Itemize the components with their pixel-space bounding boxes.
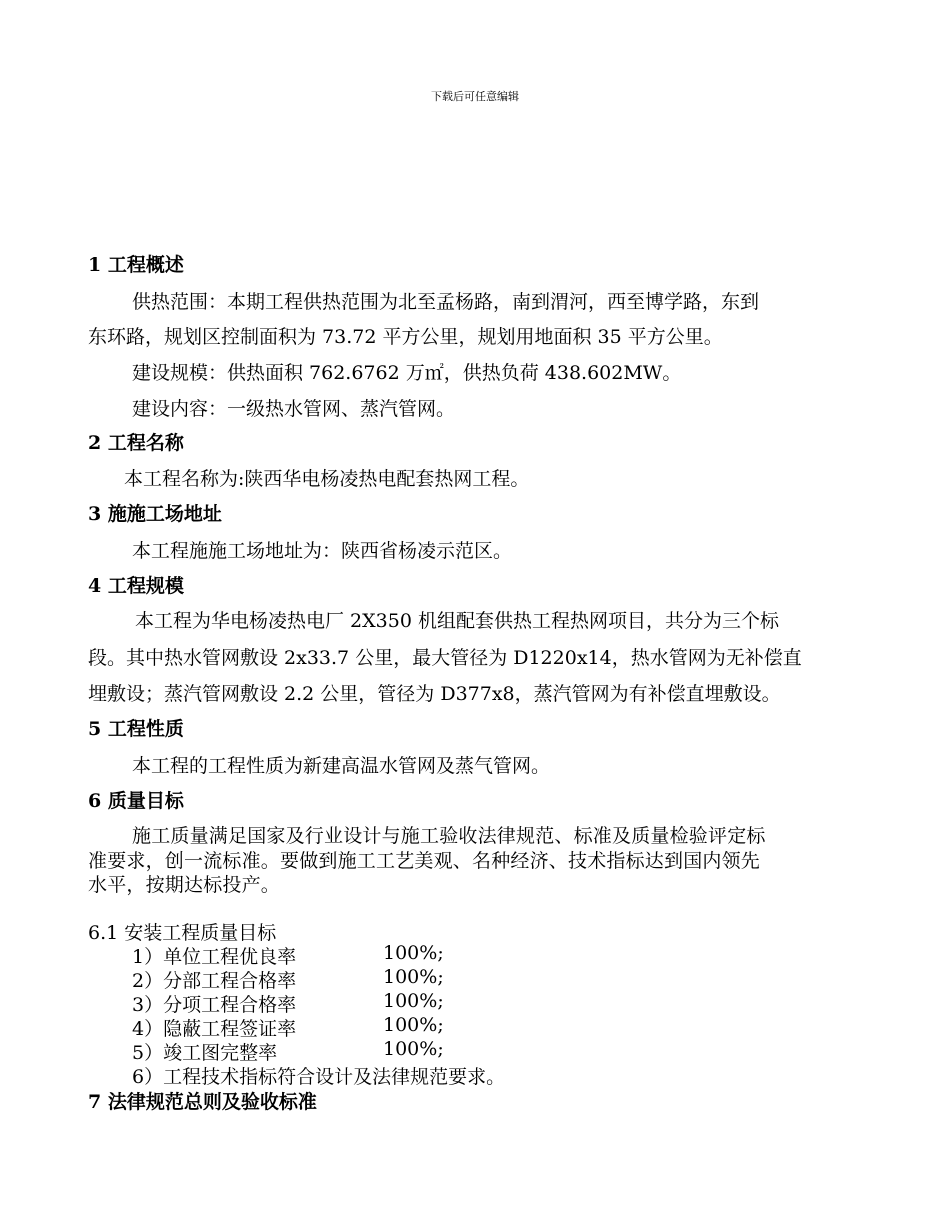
quality-item-value: 100%; [383, 990, 444, 1012]
scope-paragraph-line-1: 供热范围：本期工程供热范围为北至孟杨路，南到渭河，西至博学路，东到 [132, 291, 760, 313]
section-6-heading: 6 质量目标 [88, 790, 184, 812]
quality-item-value: 100%; [383, 942, 444, 964]
section-7-heading: 7 法律规范总则及验收标准 [88, 1091, 317, 1113]
quality-item-value: 100%; [383, 966, 444, 988]
scope-paragraph-line-2: 东环路，规划区控制面积为 73.72 平方公里，规划用地面积 35 平方公里。 [88, 326, 723, 348]
quality-item-label: 4）隐蔽工程签证率 [132, 1018, 297, 1040]
scale-paragraph: 建设规模：供热面积 762.6762 万㎡，供热负荷 438.602MW。 [132, 362, 682, 384]
quality-item-label: 1）单位工程优良率 [132, 946, 297, 968]
section-2-heading: 2 工程名称 [88, 432, 184, 454]
section-4-heading: 4 工程规模 [88, 575, 184, 597]
header-note: 下载后可任意编辑 [431, 90, 519, 103]
project-name-paragraph: 本工程名称为:陕西华电杨凌热电配套热网工程。 [124, 468, 530, 490]
quality-paragraph-line-3: 水平，按期达标投产。 [88, 874, 281, 896]
section-3-heading: 3 施施工场地址 [88, 503, 222, 525]
scale-detail-line-2: 段。其中热水管网敷设 2x33.7 公里，最大管径为 D1220x14，热水管网为无补偿直 [88, 647, 802, 669]
section-5-heading: 5 工程性质 [88, 718, 184, 740]
quality-item-label: 5）竣工图完整率 [132, 1042, 278, 1064]
quality-item-label: 2）分部工程合格率 [132, 970, 297, 992]
nature-paragraph: 本工程的工程性质为新建高温水管网及蒸气管网。 [132, 755, 551, 777]
subsection-6-1-heading: 6.1 安装工程质量目标 [88, 922, 277, 944]
scale-detail-line-1: 本工程为华电杨凌热电厂 2X350 机组配套供热工程热网项目，共分为三个标 [135, 610, 779, 632]
quality-paragraph-line-1: 施工质量满足国家及行业设计与施工验收法律规范、标准及质量检验评定标 [132, 825, 766, 847]
scale-detail-line-3: 埋敷设；蒸汽管网敷设 2.2 公里，管径为 D377x8，蒸汽管网为有补偿直埋敷设。 [88, 683, 781, 705]
section-1-heading: 1 工程概述 [88, 254, 184, 276]
quality-item-value: 100%; [383, 1014, 444, 1036]
site-address-paragraph: 本工程施施工场地址为：陕西省杨凌示范区。 [132, 540, 513, 562]
content-paragraph: 建设内容：一级热水管网、蒸汽管网。 [132, 398, 456, 420]
quality-item-label: 3）分项工程合格率 [132, 994, 297, 1016]
quality-item-value: 100%; [383, 1038, 444, 1060]
quality-item-6: 6）工程技术指标符合设计及法律规范要求。 [132, 1066, 506, 1088]
quality-paragraph-line-2: 准要求，创一流标准。要做到施工工艺美观、名种经济、技术指标达到国内领先 [88, 850, 761, 872]
